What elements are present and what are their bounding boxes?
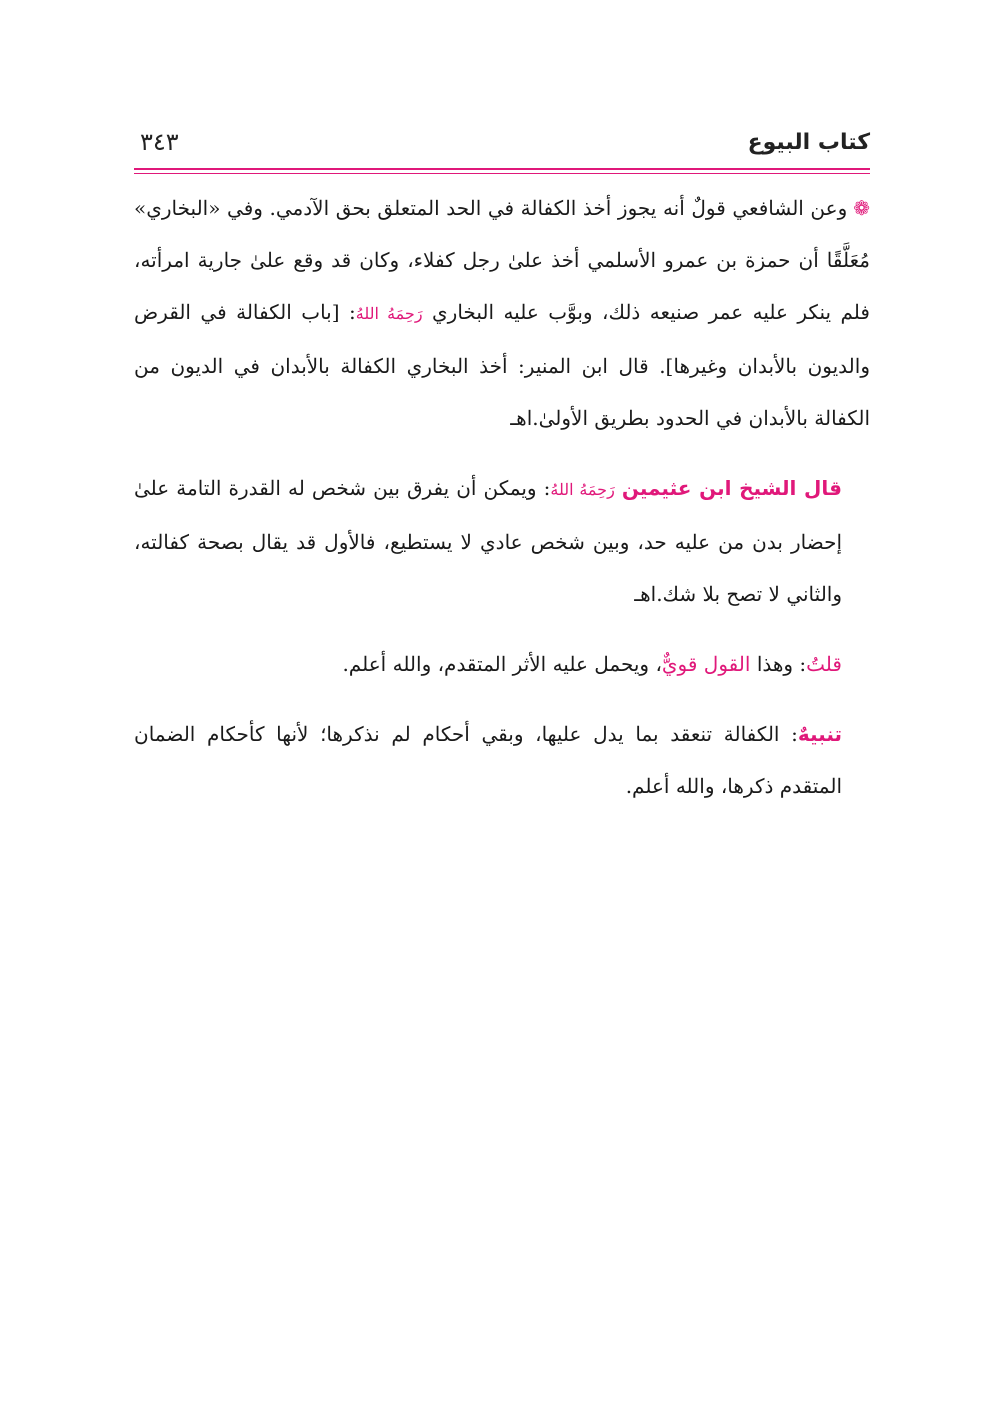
body-text xyxy=(134,182,870,812)
running-header xyxy=(134,120,870,168)
paragraph-shafii xyxy=(134,182,870,444)
author-label: قلتُ xyxy=(806,652,842,676)
paragraph-text: : الكفالة تنعقد بما يدل عليها، وبقي أحكام لم نذكرها؛ لأنها كأحكام الضمان المتقدم ذكرها، والله أعلم. xyxy=(134,722,842,798)
honorific-mark: رَحِمَهُ اللهُ xyxy=(355,304,423,323)
paragraph-text: : ويمكن أن يفرق بين شخص له القدرة التامة علىٰ إحضار بدن من عليه حد، وبين شخص عادي لا يستطيع، فالأول قد يقال بصحة كفالته، والثاني لا تصح بلا شك.اهـ xyxy=(134,476,842,606)
paragraph-text: : وهذا xyxy=(756,652,807,676)
note-label: تنبيهٌ xyxy=(797,722,842,746)
page-number: ٣٤٣ xyxy=(140,128,179,156)
paragraph-text: : [باب الكفالة في القرض والديون بالأبدان وغيرها]. قال ابن المنير: أخذ البخاري الكفالة بالأبدان في الديون من الكفالة بالأبدان في الحدود بطريق الأولىٰ.اهـ xyxy=(134,300,870,430)
book-title: كتاب البيوع xyxy=(747,130,870,155)
paragraph-author-comment xyxy=(134,638,870,690)
paragraph-text: وعن الشافعي قولٌ أنه يجوز أخذ الكفالة في الحد المتعلق بحق الآدمي. وفي «البخاري» مُعَلَّقًا أن حمزة بن عمرو الأسلمي أخذ علىٰ رجل كفلاء، وكان قد وقع علىٰ جارية امرأته، فلم ينكر عليه عمر صنيعه ذلك، وبوَّب عليه البخاري xyxy=(134,196,870,324)
speaker-label: قال الشيخ ابن عثيمين xyxy=(621,476,842,500)
paragraph-note xyxy=(134,708,870,812)
header-rule-thin xyxy=(134,173,870,174)
flower-ornament-icon: ❁ xyxy=(853,196,870,220)
paragraph-ibn-uthaymin xyxy=(134,462,870,620)
book-page xyxy=(134,120,870,812)
highlight-phrase: القول قويٌّ xyxy=(661,652,751,676)
paragraph-text: ، ويحمل عليه الأثر المتقدم، والله أعلم. xyxy=(342,652,662,676)
honorific-mark: رَحِمَهُ اللهُ xyxy=(550,480,615,499)
header-rule-thick xyxy=(134,168,870,170)
